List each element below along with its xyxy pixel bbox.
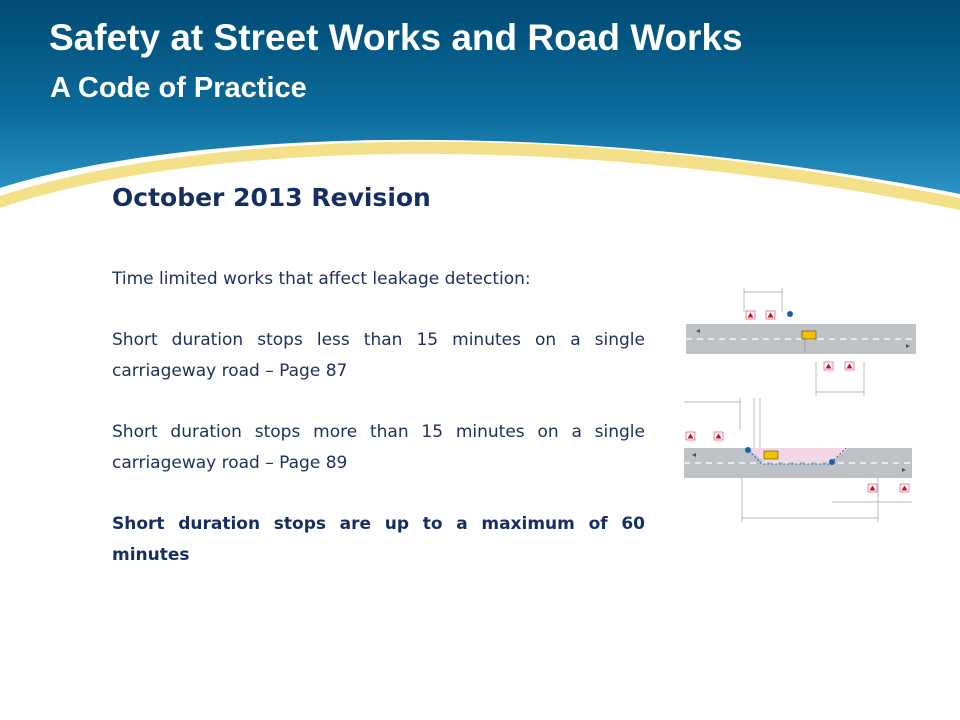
- body-text: [112, 264, 645, 571]
- revision-heading: October 2013 Revision: [112, 183, 431, 212]
- stop-under-15-paragraph: Short duration stops less than 15 minutes on a single carriageway road – Page 87: [112, 330, 645, 381]
- works-vehicle: [764, 451, 778, 459]
- works-vehicle: [802, 331, 816, 339]
- diagram-short-stop-under-15: [684, 284, 918, 400]
- stop-over-15-paragraph: Short duration stops more than 15 minutes on a single carriageway road – Page 89: [112, 422, 645, 473]
- intro-paragraph: Time limited works that affect leakage detection:: [112, 269, 531, 289]
- max-duration-note: Short duration stops are up to a maximum of 60 minutes: [112, 514, 645, 565]
- keep-right-sign: [829, 459, 835, 465]
- keep-right-sign: [787, 311, 793, 317]
- page-subtitle: A Code of Practice: [50, 72, 307, 104]
- keep-right-sign: [745, 447, 751, 453]
- page-title: Safety at Street Works and Road Works: [49, 17, 743, 58]
- diagram-short-stop-over-15: [682, 398, 914, 526]
